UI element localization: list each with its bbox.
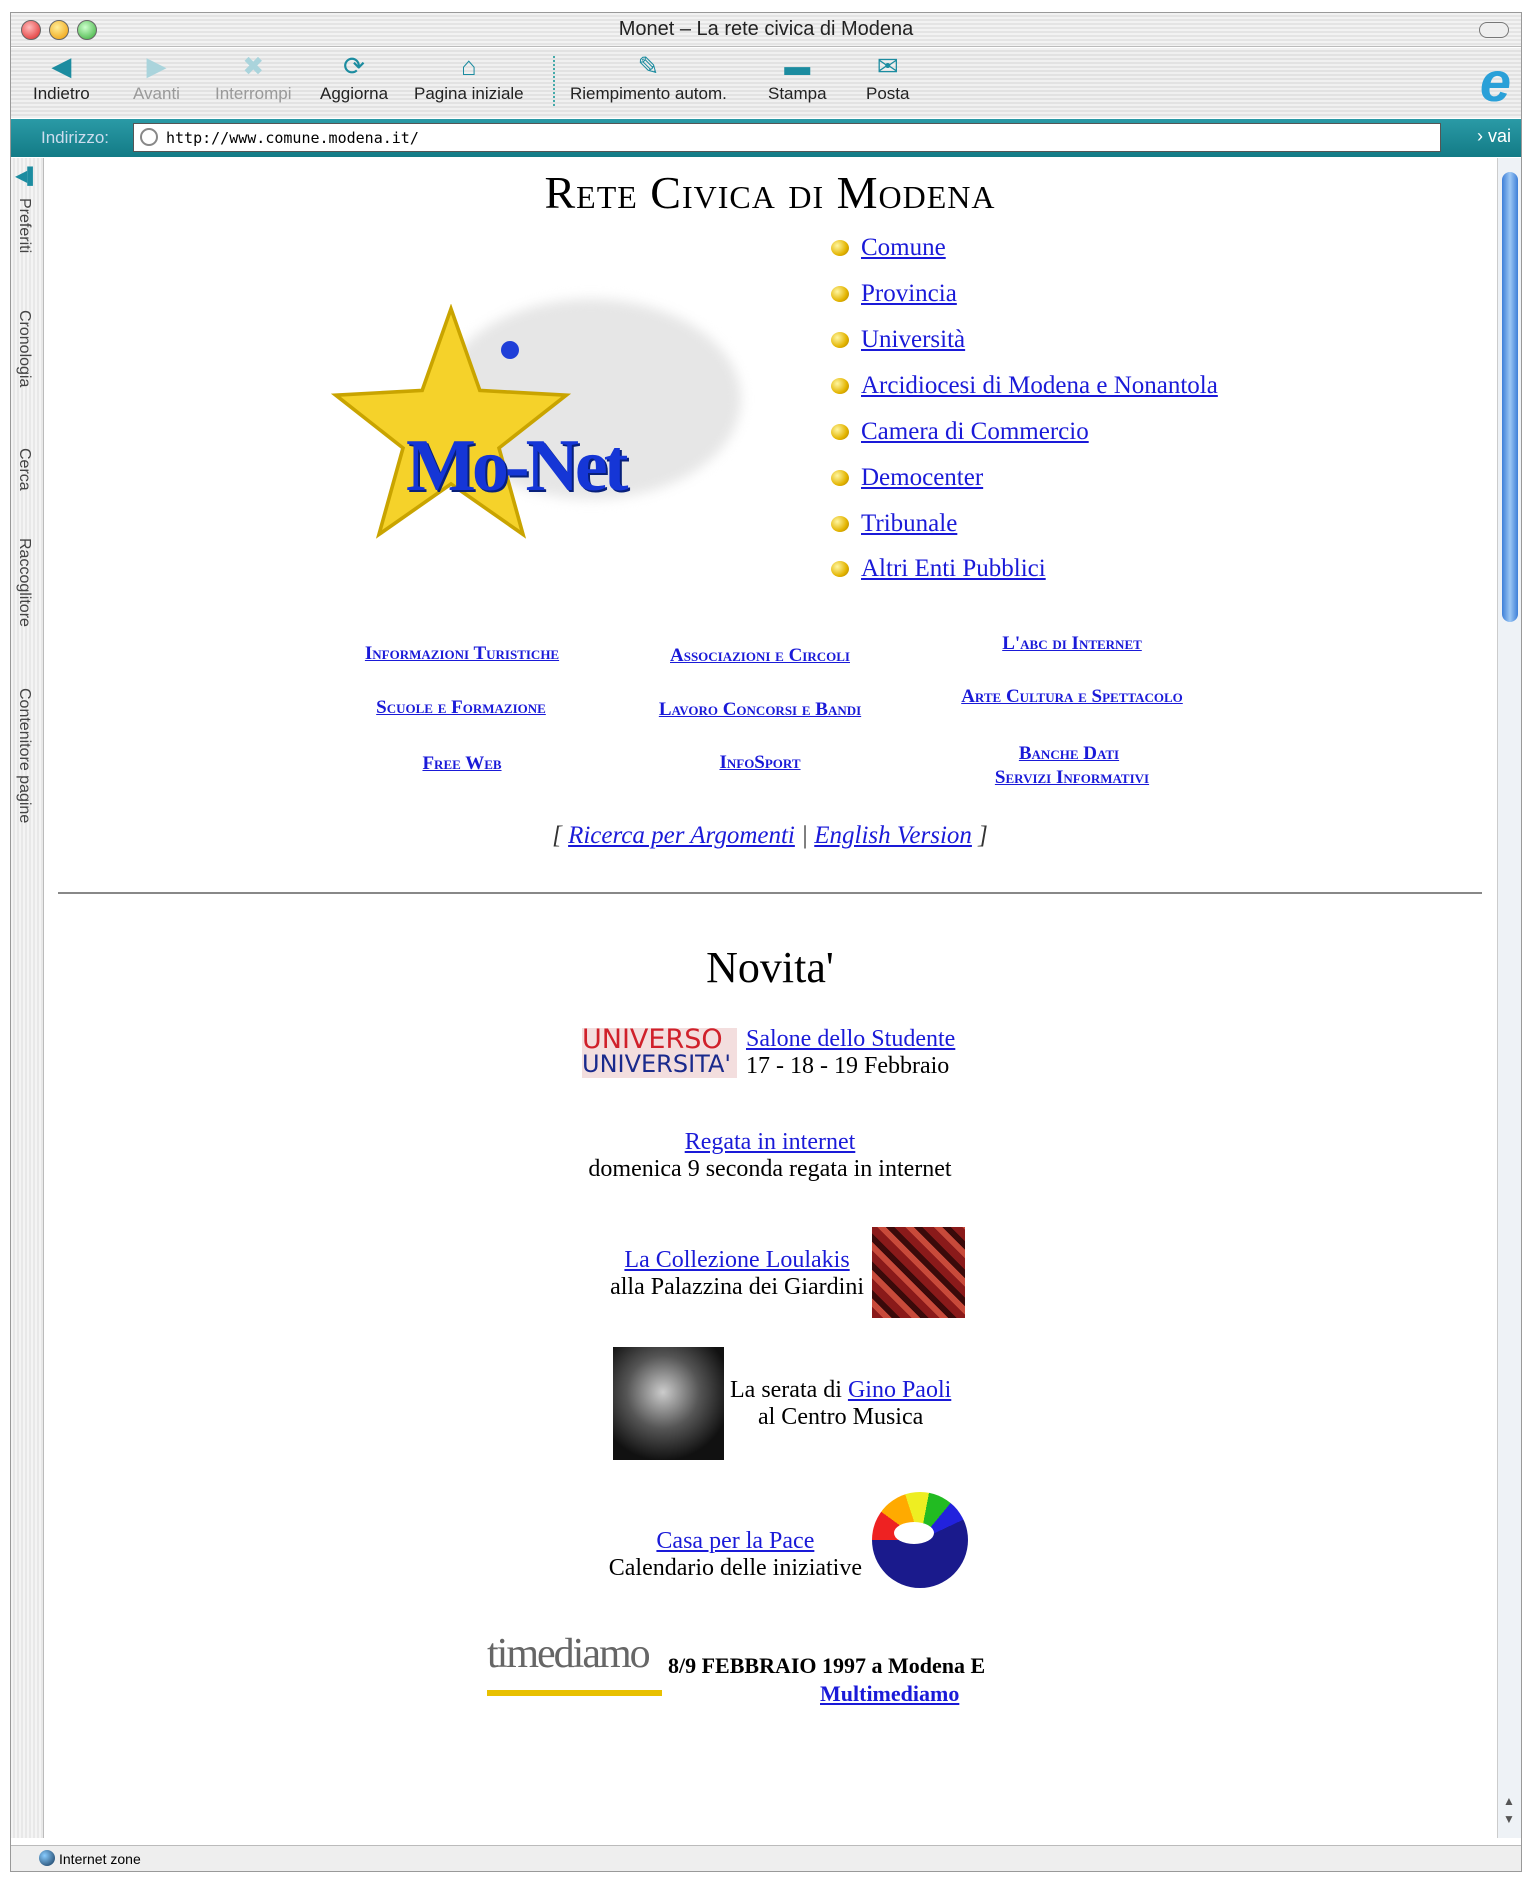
- address-bar: [11, 119, 1521, 157]
- link-provincia[interactable]: Provincia: [861, 280, 957, 307]
- home-label: Pagina iniziale: [414, 84, 524, 103]
- sidebar-tab-page-holder[interactable]: Contenitore pagine: [16, 688, 33, 824]
- vertical-scrollbar[interactable]: [1497, 158, 1521, 1838]
- list-item[interactable]: [861, 234, 946, 262]
- link-english-version[interactable]: English Version: [814, 822, 972, 849]
- scrollbar-thumb[interactable]: [1502, 172, 1518, 622]
- sidebar-tab-favorites[interactable]: Preferiti: [16, 198, 33, 254]
- explorer-sidebar: [11, 158, 44, 1838]
- link-servizi-informativi[interactable]: Servizi Informativi: [994, 767, 1150, 788]
- link-arcidiocesi[interactable]: Arcidiocesi di Modena e Nonantola: [861, 372, 1218, 399]
- logo-line-2: UNIVERSITA': [582, 1050, 731, 1078]
- scroll-down-arrow-icon[interactable]: ▼: [1503, 1812, 1515, 1826]
- link-salone-studente[interactable]: Salone dello Studente: [746, 1026, 956, 1052]
- link-banche-dati[interactable]: Banche Dati: [1018, 743, 1120, 764]
- title-bar: [11, 13, 1521, 47]
- toolbar: [11, 48, 1521, 118]
- list-item[interactable]: [861, 280, 957, 308]
- back-label: Indietro: [33, 84, 90, 103]
- status-bar: [11, 1845, 1521, 1871]
- link-abc-internet[interactable]: L'abc di Internet: [1002, 633, 1142, 654]
- refresh-label: Aggiorna: [320, 84, 389, 103]
- bullet-icon: [831, 561, 849, 577]
- link-arte-cultura-spettacolo[interactable]: Arte Cultura e Spettacolo: [961, 686, 1183, 707]
- link-camera-commercio[interactable]: Camera di Commercio: [861, 418, 1089, 445]
- mail-button[interactable]: [866, 52, 909, 104]
- forward-button[interactable]: [133, 52, 180, 104]
- list-item[interactable]: [861, 418, 1089, 446]
- bullet-icon: [831, 516, 849, 532]
- printer-icon: ▬: [784, 51, 811, 81]
- link-scuole-formazione[interactable]: Scuole e Formazione: [376, 697, 546, 718]
- logo-text: Mo-Net: [406, 425, 625, 507]
- back-button[interactable]: [33, 52, 90, 104]
- bullet-icon: [831, 470, 849, 486]
- logo-dot: [501, 341, 519, 359]
- list-item[interactable]: [861, 372, 1218, 400]
- toolbar-separator: [553, 56, 555, 106]
- link-altri-enti[interactable]: Altri Enti Pubblici: [861, 555, 1046, 582]
- list-item[interactable]: [861, 555, 1046, 583]
- window-title: Monet – La rete civica di Modena: [618, 18, 914, 40]
- news-regata: [0, 1129, 1528, 1183]
- link-gino-paoli[interactable]: Gino Paoli: [847, 1377, 952, 1403]
- refresh-button[interactable]: [320, 52, 388, 104]
- print-label: Stampa: [768, 84, 827, 103]
- horizontal-divider: [58, 892, 1482, 894]
- link-multimediamo[interactable]: Multimediamo: [820, 1681, 960, 1706]
- stop-x-icon: ✖: [242, 51, 265, 81]
- bullet-icon: [831, 378, 849, 394]
- sidebar-tab-scrapbook[interactable]: Raccoglitore: [16, 538, 33, 627]
- autofill-label: Riempimento autom.: [570, 84, 727, 103]
- stop-button[interactable]: [215, 52, 292, 104]
- link-associazioni-circoli[interactable]: Associazioni e Circoli: [670, 645, 850, 666]
- toolbar-toggle-button[interactable]: [1479, 22, 1509, 38]
- sidebar-tab-search[interactable]: Cerca: [16, 448, 33, 491]
- list-item[interactable]: [861, 464, 983, 492]
- link-ricerca-argomenti[interactable]: Ricerca per Argomenti: [568, 822, 795, 849]
- logo-line-1: UNIVERSO: [582, 1024, 723, 1055]
- gino-paoli-photo[interactable]: [613, 1347, 724, 1460]
- link-comune[interactable]: Comune: [861, 234, 946, 261]
- home-icon: ⌂: [460, 51, 477, 81]
- link-democenter[interactable]: Democenter: [861, 464, 984, 491]
- status-zone: Internet zone: [59, 1851, 141, 1867]
- stop-label: Interrompi: [215, 84, 292, 103]
- ie-logo-icon: e: [1479, 50, 1511, 113]
- loulakis-text: alla Palazzina dei Giardini: [610, 1274, 864, 1300]
- news-salone: [746, 1026, 955, 1080]
- news-gino-paoli: [730, 1377, 951, 1431]
- link-infosport[interactable]: InfoSport: [719, 752, 801, 773]
- timediamo-logo[interactable]: timediamo: [487, 1630, 662, 1696]
- list-item[interactable]: [861, 510, 957, 538]
- bullet-icon: [831, 332, 849, 348]
- list-item[interactable]: [861, 326, 965, 354]
- page-icon: [140, 128, 158, 146]
- home-button[interactable]: [414, 52, 524, 104]
- regata-text: domenica 9 seconda regata in internet: [588, 1156, 952, 1182]
- dove-icon: [894, 1522, 934, 1544]
- go-button[interactable]: › vai: [1476, 126, 1511, 146]
- mo-net-logo[interactable]: [331, 289, 776, 553]
- globe-icon: [39, 1850, 55, 1866]
- link-universita[interactable]: Università: [861, 326, 966, 353]
- bullet-icon: [831, 424, 849, 440]
- casa-pace-logo[interactable]: [872, 1492, 968, 1588]
- mail-label: Posta: [866, 84, 910, 103]
- forward-label: Avanti: [133, 84, 180, 103]
- link-informazioni-turistiche[interactable]: Informazioni Turistiche: [364, 643, 560, 664]
- autofill-button[interactable]: [570, 52, 727, 104]
- bullet-icon: [831, 286, 849, 302]
- salone-dates: 17 - 18 - 19 Febbraio: [746, 1053, 950, 1079]
- forward-arrow-icon: ▶: [146, 51, 167, 81]
- loulakis-image[interactable]: [872, 1227, 965, 1318]
- address-url: http://www.comune.modena.it/: [166, 129, 419, 147]
- link-casa-pace[interactable]: Casa per la Pace: [656, 1528, 815, 1554]
- pace-text: Calendario delle iniziative: [608, 1555, 862, 1581]
- print-button[interactable]: [768, 52, 827, 104]
- link-regata[interactable]: Regata in internet: [684, 1129, 856, 1155]
- link-tribunale[interactable]: Tribunale: [861, 510, 958, 537]
- mail-icon: ✉: [876, 51, 899, 81]
- news-title: Novita': [706, 943, 834, 992]
- refresh-icon: ⟳: [343, 51, 365, 81]
- bullet-icon: [831, 240, 849, 256]
- autofill-pen-icon: ✎: [637, 51, 660, 81]
- timediamo-text: 8/9 FEBBRAIO 1997 a Modena E: [668, 1653, 986, 1678]
- news-casa-pace: [609, 1528, 862, 1582]
- sidebar-tab-history[interactable]: Cronologia: [16, 310, 33, 388]
- search-links-row: [ Ricerca per Argomenti | English Version ]: [552, 822, 988, 849]
- news-loulakis: [610, 1247, 864, 1301]
- paoli-text: al Centro Musica: [757, 1404, 924, 1430]
- universo-universita-logo[interactable]: [582, 1024, 737, 1078]
- sidebar-toggle-icon[interactable]: ◀▌: [15, 168, 39, 185]
- back-arrow-icon: ◀: [51, 51, 72, 81]
- page-title: Rete Civica di Modena: [544, 167, 996, 218]
- address-input[interactable]: [133, 123, 1441, 152]
- link-free-web[interactable]: Free Web: [422, 753, 502, 774]
- link-lavoro-concorsi-bandi[interactable]: Lavoro Concorsi e Bandi: [658, 699, 862, 720]
- address-label: Indirizzo:: [41, 128, 110, 147]
- link-collezione-loulakis[interactable]: La Collezione Loulakis: [624, 1247, 850, 1273]
- scroll-up-arrow-icon[interactable]: ▲: [1503, 1794, 1515, 1808]
- paoli-prefix: La serata di: [730, 1377, 842, 1403]
